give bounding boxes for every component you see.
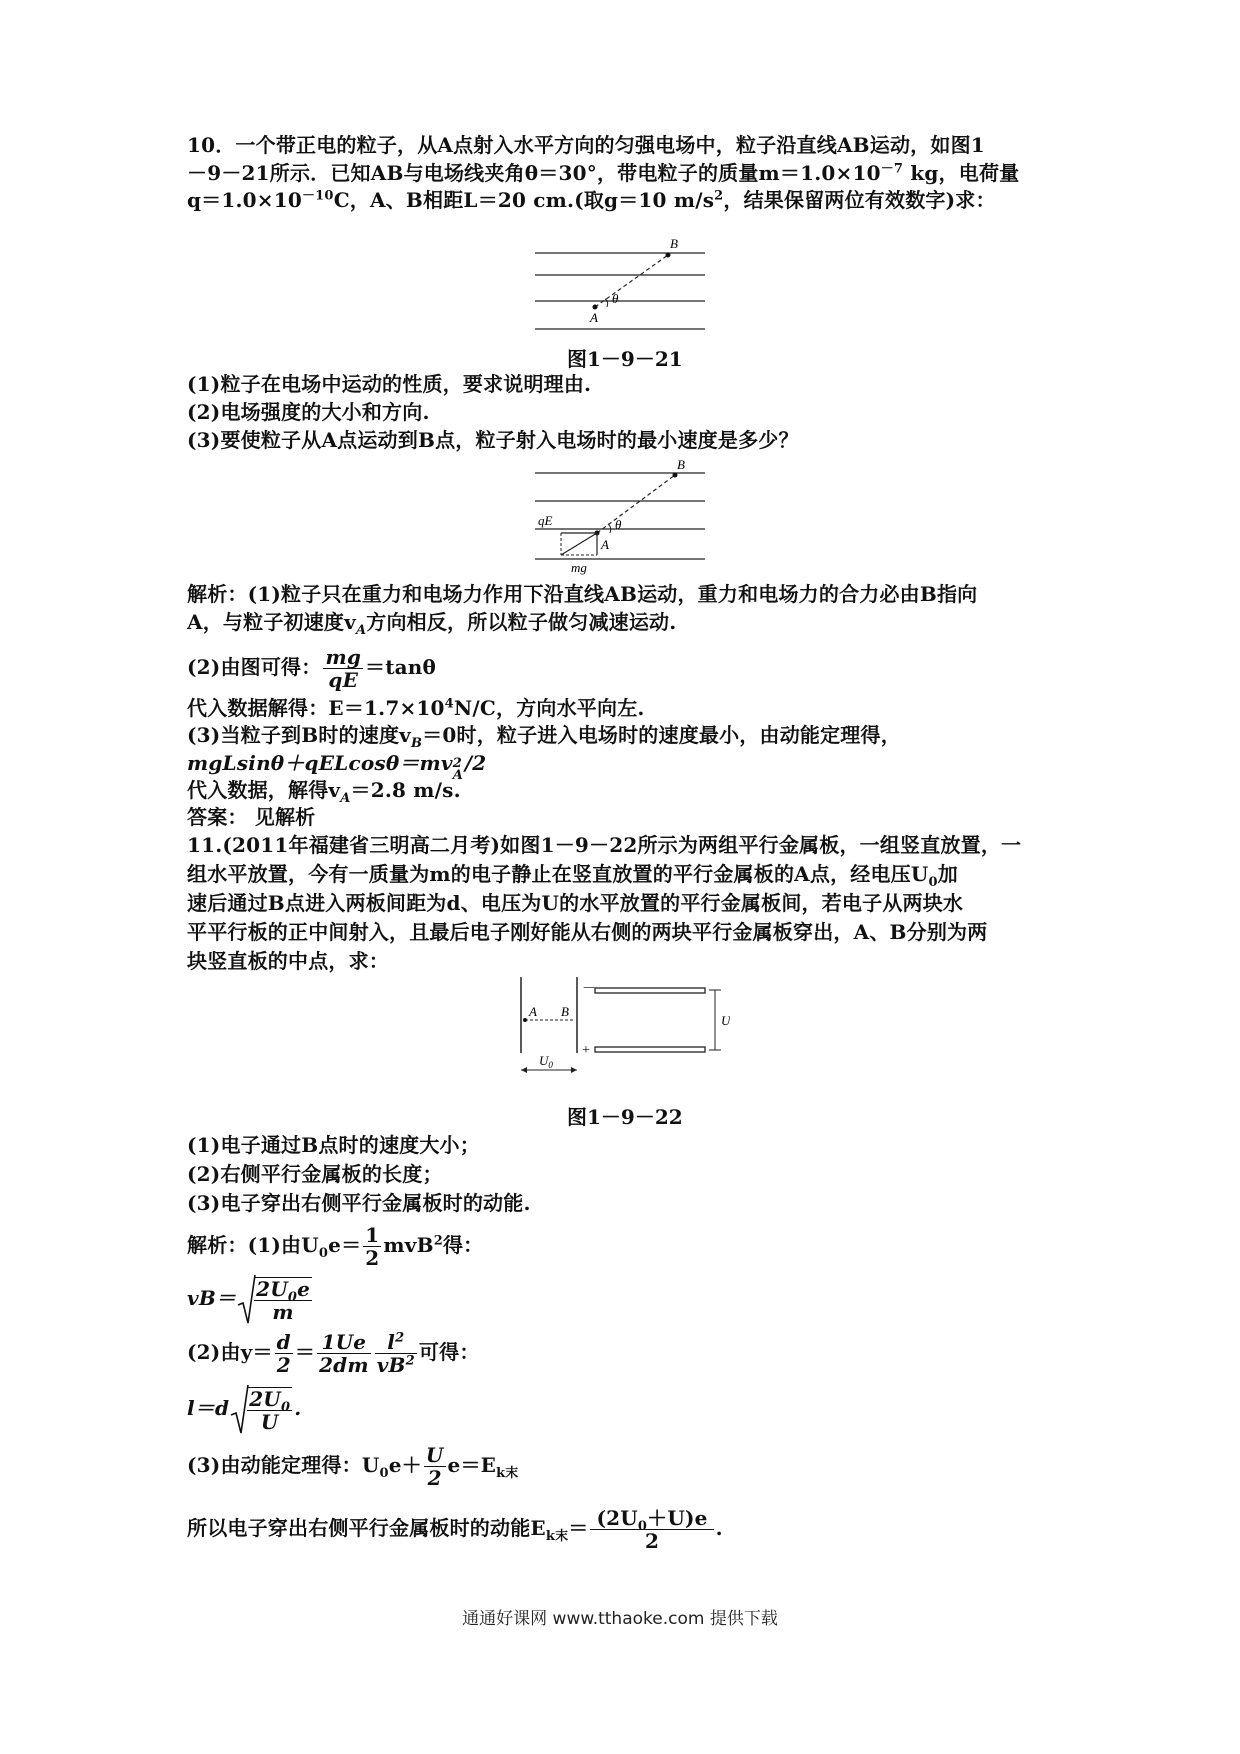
page-footer: 通通好课网 www.tthaoke.com 提供下载 xyxy=(462,1609,778,1629)
q10-solution-2b: 代入数据解得：$E=1.7\times 10^4N/C$，方向水平向左. xyxy=(187,696,645,720)
q10-solution-3b: mgLsinθ＋qELcosθ＝mv 2 A /2 xyxy=(187,751,487,783)
point-a-label: A xyxy=(590,310,598,325)
voltage-u0-label: $U_0$ xyxy=(539,1053,553,1070)
q10-line-1: 10．一个带正电的粒子，从A点射入水平方向的匀强电场中，粒子沿直线AB运动，如图1 xyxy=(187,133,985,157)
figure-caption-1-9-22: 图1－9－22 xyxy=(567,1105,683,1129)
qe-label: qE xyxy=(538,513,553,528)
figure-force-diagram xyxy=(535,455,710,580)
q10-answer: 答案： 见解析 xyxy=(187,805,316,829)
mg-label: mg xyxy=(571,560,587,575)
q10-sub-1: (1)粒子在电场中运动的性质，要求说明理由. xyxy=(187,372,592,396)
q11-solution-1: 解析：(1)由$U_0e=$ $\frac{1}{2}$ mvB$^2$得： xyxy=(187,1223,484,1270)
figure-1-9-22 xyxy=(515,975,730,1090)
point-b-label: B xyxy=(670,236,678,251)
figure-caption-1-9-21: 图1－9－21 xyxy=(567,347,683,371)
figure-1-9-21 xyxy=(535,215,710,340)
q11-solution-4: 所以电子穿出右侧平行金属板时的动能$E_{k末}=$ $\frac{(2U_0+U)e}{2}$ . xyxy=(187,1506,723,1553)
q10-line-2: －9－21所示．已知AB与电场线夹角θ＝30°，带电粒子的质量$m=1.0\times 10^{-7}$ kg，电荷量 xyxy=(187,161,1020,185)
q11-sub-3: (3)电子穿出右侧平行金属板时的动能. xyxy=(187,1191,531,1215)
q11-line-4: 平平行板的正中间射入，且最后电子刚好能从右侧的两块平行金属板穿出，A、B分别为两 xyxy=(187,920,988,944)
point-b-label-2: B xyxy=(677,457,685,472)
q11-line-2: 组水平放置，今有一质量为m的电子静止在竖直放置的平行金属板的A点，经电压$U_0$加 xyxy=(187,862,958,890)
q11-sub-1: (1)电子通过B点时的速度大小； xyxy=(187,1133,480,1157)
minus-sign: － xyxy=(582,982,596,997)
q11-line-5: 块竖直板的中点，求： xyxy=(187,949,389,973)
plate-a-label: A xyxy=(529,1004,537,1019)
voltage-u-label: U xyxy=(721,1013,730,1028)
q11-line-3: 速后通过B点进入两板间距为d、电压为U的水平放置的平行金属板间，若电子从两块水 xyxy=(187,891,964,915)
q10-line-3: $q=1.0\times 10^{-10}C$，A、B相距L＝20 cm.(取g＝10 $m/s^2$，结果保留两位有效数字)求： xyxy=(187,188,996,212)
plate-b-label: B xyxy=(561,1004,569,1019)
q11-line-1: 11.(2011年福建省三明高二月考)如图1－9－22所示为两组平行金属板，一组竖直放置，一 xyxy=(187,833,1022,857)
theta-label-2: θ xyxy=(615,517,622,532)
q11-solution-1b: vB＝ $\frac{2U_0e}{m}$ xyxy=(187,1276,311,1324)
point-a-label-2: A xyxy=(601,537,609,552)
q10-solution-3a: (3)当粒子到B时的速度$v_B=0$时，粒子进入电场时的速度最小，由动能定理得， xyxy=(187,723,901,751)
q10-solution-1a: 解析：(1)粒子只在重力和电场力作用下沿直线AB运动，重力和电场力的合力必由B指向 xyxy=(187,582,978,606)
q10-solution-1b: A，与粒子初速度$v_A$方向相反，所以粒子做匀减速运动. xyxy=(187,610,677,638)
q10-solution-2: (2)由图可得： $\frac{mg}{qE}$ ＝tanθ xyxy=(187,645,437,692)
q11-solution-2b: l＝d $\frac{2U_0}{U}$ . xyxy=(187,1386,302,1434)
plus-sign: + xyxy=(582,1043,590,1058)
q11-solution-2: (2)由y＝ $\frac{d}{2}$ ＝ $\frac{1Ue}{2dm}$ $\frac{l^2}{vB^2}$ 可得： xyxy=(187,1330,480,1377)
q11-solution-3: (3)由动能定理得：$U_0e+$ $\frac{U}{2}$ $e=E_{k末}$ xyxy=(187,1443,519,1490)
q10-solution-3c: 代入数据，解得$v_A=2.8$ m/s. xyxy=(187,778,461,806)
theta-label: θ xyxy=(612,291,619,306)
q10-sub-3: (3)要使粒子从A点运动到B点，粒子射入电场时的最小速度是多少？ xyxy=(187,428,799,452)
q11-sub-2: (2)右侧平行金属板的长度； xyxy=(187,1162,443,1186)
q10-sub-2: (2)电场强度的大小和方向. xyxy=(187,400,430,424)
